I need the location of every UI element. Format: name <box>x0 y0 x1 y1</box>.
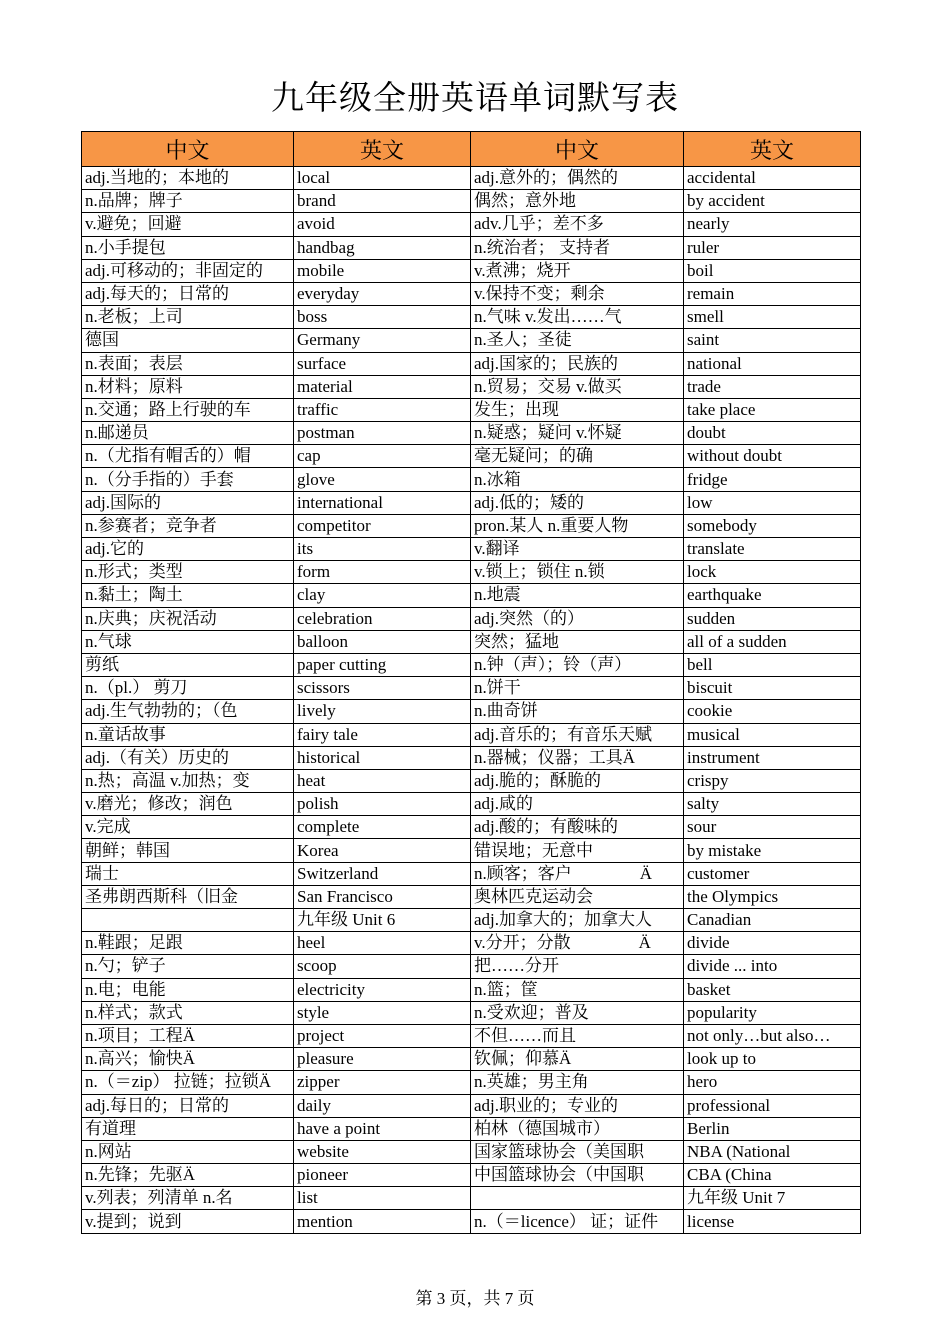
chinese-cell: 有道理 <box>82 1117 294 1140</box>
table-row <box>82 723 861 746</box>
chinese-cell: n.交通；路上行驶的车 <box>82 398 294 421</box>
english-cell: website <box>294 1140 471 1163</box>
table-row <box>82 584 861 607</box>
table-row <box>82 978 861 1001</box>
table-row <box>82 375 861 398</box>
english-cell: avoid <box>294 213 471 236</box>
english-cell: clay <box>294 584 471 607</box>
english-cell: everyday <box>294 282 471 305</box>
header-chinese-1: 中文 <box>82 132 294 167</box>
chinese-cell: n.冰箱 <box>471 468 684 491</box>
english-cell: sudden <box>684 607 861 630</box>
chinese-cell: adj.突然（的） <box>471 607 684 630</box>
english-cell: material <box>294 375 471 398</box>
chinese-cell: n.网站 <box>82 1140 294 1163</box>
english-cell: smell <box>684 306 861 329</box>
english-cell: trade <box>684 375 861 398</box>
chinese-cell: v.保持不变；剩余 <box>471 282 684 305</box>
table-row <box>82 909 861 932</box>
english-cell: mobile <box>294 259 471 282</box>
english-cell: not only…but also… <box>684 1024 861 1047</box>
english-cell: all of a sudden <box>684 630 861 653</box>
table-row <box>82 793 861 816</box>
english-cell: the Olympics <box>684 885 861 908</box>
english-cell: biscuit <box>684 677 861 700</box>
chinese-cell: n.邮递员 <box>82 422 294 445</box>
english-cell: national <box>684 352 861 375</box>
english-cell: historical <box>294 746 471 769</box>
english-cell: low <box>684 491 861 514</box>
table-row <box>82 1071 861 1094</box>
english-cell: doubt <box>684 422 861 445</box>
chinese-cell: n.疑惑；疑问 v.怀疑 <box>471 422 684 445</box>
chinese-cell: n.材料；原料 <box>82 375 294 398</box>
chinese-cell: adj.生气勃勃的；（色 <box>82 700 294 723</box>
english-cell: balloon <box>294 630 471 653</box>
chinese-cell: n.样式；款式 <box>82 1001 294 1024</box>
table-row <box>82 1117 861 1140</box>
chinese-cell: adj.国家的；民族的 <box>471 352 684 375</box>
chinese-cell: n.（分手指的）手套 <box>82 468 294 491</box>
chinese-cell: n.鞋跟；足跟 <box>82 932 294 955</box>
english-cell: glove <box>294 468 471 491</box>
table-row <box>82 700 861 723</box>
chinese-cell: n.（＝zip） 拉链；拉锁Ä <box>82 1071 294 1094</box>
chinese-cell: 突然；猛地 <box>471 630 684 653</box>
chinese-cell: 剪纸 <box>82 653 294 676</box>
english-cell: mention <box>294 1210 471 1233</box>
english-cell: scissors <box>294 677 471 700</box>
chinese-cell: v.列表；列清单 n.名 <box>82 1187 294 1210</box>
chinese-cell: 错误地；无意中 <box>471 839 684 862</box>
english-cell: divide <box>684 932 861 955</box>
english-cell: polish <box>294 793 471 816</box>
chinese-cell: adj.酸的；有酸味的 <box>471 816 684 839</box>
table-row <box>82 630 861 653</box>
chinese-cell: n.气球 <box>82 630 294 653</box>
english-cell: customer <box>684 862 861 885</box>
english-cell: brand <box>294 190 471 213</box>
table-row <box>82 1048 861 1071</box>
english-cell: accidental <box>684 167 861 190</box>
english-cell: hero <box>684 1071 861 1094</box>
chinese-cell: adj.音乐的；有音乐天赋 <box>471 723 684 746</box>
table-row <box>82 352 861 375</box>
table-row <box>82 236 861 259</box>
english-cell: 九年级 Unit 6 <box>294 909 471 932</box>
english-cell: traffic <box>294 398 471 421</box>
chinese-cell: adj.可移动的；非固定的 <box>82 259 294 282</box>
chinese-cell: n.童话故事 <box>82 723 294 746</box>
chinese-cell: 圣弗朗西斯科（旧金 <box>82 885 294 908</box>
table-row <box>82 491 861 514</box>
english-cell: fridge <box>684 468 861 491</box>
chinese-cell: n.高兴；愉快Ä <box>82 1048 294 1071</box>
chinese-cell: pron.某人 n.重要人物 <box>471 514 684 537</box>
table-row <box>82 862 861 885</box>
english-cell: international <box>294 491 471 514</box>
chinese-cell: 柏林（德国城市） <box>471 1117 684 1140</box>
chinese-cell: n.先锋；先驱Ä <box>82 1164 294 1187</box>
english-cell: boil <box>684 259 861 282</box>
english-cell: Canadian <box>684 909 861 932</box>
chinese-cell: adj.（有关）历史的 <box>82 746 294 769</box>
english-cell: take place <box>684 398 861 421</box>
chinese-cell: n.形式；类型 <box>82 561 294 584</box>
chinese-cell: 不但……而且 <box>471 1024 684 1047</box>
chinese-cell: n.（尤指有帽舌的）帽 <box>82 445 294 468</box>
chinese-cell: n.统治者； 支持者 <box>471 236 684 259</box>
table-row <box>82 1164 861 1187</box>
english-cell: Korea <box>294 839 471 862</box>
english-cell: look up to <box>684 1048 861 1071</box>
table-row <box>82 213 861 236</box>
header-chinese-2: 中文 <box>471 132 684 167</box>
chinese-cell: adj.低的；矮的 <box>471 491 684 514</box>
table-row <box>82 955 861 978</box>
english-cell: handbag <box>294 236 471 259</box>
table-row <box>82 1001 861 1024</box>
chinese-cell: n.项目；工程Ä <box>82 1024 294 1047</box>
table-row <box>82 677 861 700</box>
english-cell: complete <box>294 816 471 839</box>
table-row <box>82 932 861 955</box>
chinese-cell: v.完成 <box>82 816 294 839</box>
chinese-cell: adj.职业的；专业的 <box>471 1094 684 1117</box>
english-cell: nearly <box>684 213 861 236</box>
english-cell: 九年级 Unit 7 <box>684 1187 861 1210</box>
table-row <box>82 1210 861 1233</box>
english-cell: somebody <box>684 514 861 537</box>
chinese-cell: n.表面；表层 <box>82 352 294 375</box>
english-cell: Switzerland <box>294 862 471 885</box>
chinese-cell: 中国篮球协会（中国职 <box>471 1164 684 1187</box>
english-cell: NBA (National <box>684 1140 861 1163</box>
english-cell: saint <box>684 329 861 352</box>
english-cell: project <box>294 1024 471 1047</box>
english-cell: pleasure <box>294 1048 471 1071</box>
english-cell: lock <box>684 561 861 584</box>
table-row <box>82 769 861 792</box>
english-cell: crispy <box>684 769 861 792</box>
english-cell: local <box>294 167 471 190</box>
table-body <box>82 167 861 1234</box>
chinese-cell: n.小手提包 <box>82 236 294 259</box>
chinese-cell: v.煮沸；烧开 <box>471 259 684 282</box>
chinese-cell: v.避免；回避 <box>82 213 294 236</box>
table-row <box>82 468 861 491</box>
english-cell: translate <box>684 538 861 561</box>
page-title: 九年级全册英语单词默写表 <box>271 78 679 117</box>
table-row <box>82 538 861 561</box>
chinese-cell: 钦佩；仰慕Ä <box>471 1048 684 1071</box>
table-row <box>82 422 861 445</box>
table-row <box>82 1187 861 1210</box>
chinese-cell: v.分开；分散 Ä <box>471 932 684 955</box>
chinese-cell: n.气味 v.发出……气 <box>471 306 684 329</box>
chinese-cell: n.圣人；圣徒 <box>471 329 684 352</box>
table-row <box>82 839 861 862</box>
english-cell: electricity <box>294 978 471 1001</box>
chinese-cell: 发生；出现 <box>471 398 684 421</box>
table-row <box>82 816 861 839</box>
table-row <box>82 746 861 769</box>
table-row <box>82 514 861 537</box>
english-cell: bell <box>684 653 861 676</box>
table-row <box>82 885 861 908</box>
table-row <box>82 1140 861 1163</box>
english-cell: surface <box>294 352 471 375</box>
english-cell: competitor <box>294 514 471 537</box>
english-cell: list <box>294 1187 471 1210</box>
table-row <box>82 167 861 190</box>
english-cell: popularity <box>684 1001 861 1024</box>
chinese-cell: v.磨光；修改；润色 <box>82 793 294 816</box>
table-row <box>82 398 861 421</box>
header-english-2: 英文 <box>684 132 861 167</box>
table-row <box>82 329 861 352</box>
english-cell: by accident <box>684 190 861 213</box>
table-row <box>82 561 861 584</box>
table-row <box>82 445 861 468</box>
chinese-cell: v.锁上；锁住 n.锁 <box>471 561 684 584</box>
chinese-cell: n.英雄；男主角 <box>471 1071 684 1094</box>
chinese-cell: n.饼干 <box>471 677 684 700</box>
chinese-cell: adj.当地的；本地的 <box>82 167 294 190</box>
chinese-cell: adv.几乎；差不多 <box>471 213 684 236</box>
chinese-cell: 朝鲜；韩国 <box>82 839 294 862</box>
table-row <box>82 259 861 282</box>
chinese-cell: adj.它的 <box>82 538 294 561</box>
table-row <box>82 306 861 329</box>
english-cell: cookie <box>684 700 861 723</box>
chinese-cell: n.黏土；陶土 <box>82 584 294 607</box>
english-cell: basket <box>684 978 861 1001</box>
table-row <box>82 607 861 630</box>
english-cell: Berlin <box>684 1117 861 1140</box>
english-cell: sour <box>684 816 861 839</box>
chinese-cell: n.贸易；交易 v.做买 <box>471 375 684 398</box>
english-cell: lively <box>294 700 471 723</box>
english-cell: CBA (China <box>684 1164 861 1187</box>
chinese-cell: n.热；高温 v.加热；变 <box>82 769 294 792</box>
chinese-cell <box>471 1187 684 1210</box>
chinese-cell: adj.咸的 <box>471 793 684 816</box>
page-footer: 第 3 页，共 7 页 <box>415 1289 535 1308</box>
chinese-cell: n.篮；筐 <box>471 978 684 1001</box>
english-cell: without doubt <box>684 445 861 468</box>
english-cell: earthquake <box>684 584 861 607</box>
english-cell: pioneer <box>294 1164 471 1187</box>
english-cell: daily <box>294 1094 471 1117</box>
english-cell: professional <box>684 1094 861 1117</box>
chinese-cell: n.（pl.） 剪刀 <box>82 677 294 700</box>
chinese-cell: 把……分开 <box>471 955 684 978</box>
chinese-cell: n.电；电能 <box>82 978 294 1001</box>
vocabulary-table <box>81 131 861 1234</box>
english-cell: ruler <box>684 236 861 259</box>
english-cell: cap <box>294 445 471 468</box>
chinese-cell: n.地震 <box>471 584 684 607</box>
chinese-cell: n.品牌；牌子 <box>82 190 294 213</box>
english-cell: instrument <box>684 746 861 769</box>
english-cell: scoop <box>294 955 471 978</box>
chinese-cell: n.勺；铲子 <box>82 955 294 978</box>
english-cell: style <box>294 1001 471 1024</box>
chinese-cell <box>82 909 294 932</box>
chinese-cell: n.参赛者；竞争者 <box>82 514 294 537</box>
english-cell: have a point <box>294 1117 471 1140</box>
chinese-cell: n.钟（声）；铃（声） <box>471 653 684 676</box>
chinese-cell: n.曲奇饼 <box>471 700 684 723</box>
english-cell: salty <box>684 793 861 816</box>
english-cell: musical <box>684 723 861 746</box>
english-cell: its <box>294 538 471 561</box>
table-row <box>82 190 861 213</box>
english-cell: divide ... into <box>684 955 861 978</box>
table-header-row <box>82 132 861 167</box>
chinese-cell: v.翻译 <box>471 538 684 561</box>
chinese-cell: n.（＝licence） 证；证件 <box>471 1210 684 1233</box>
chinese-cell: adj.每天的；日常的 <box>82 282 294 305</box>
english-cell: by mistake <box>684 839 861 862</box>
table-row <box>82 1024 861 1047</box>
chinese-cell: adj.每日的；日常的 <box>82 1094 294 1117</box>
english-cell: San Francisco <box>294 885 471 908</box>
english-cell: heel <box>294 932 471 955</box>
chinese-cell: n.受欢迎；普及 <box>471 1001 684 1024</box>
english-cell: license <box>684 1210 861 1233</box>
chinese-cell: n.器械；仪器；工具Ä <box>471 746 684 769</box>
chinese-cell: 偶然；意外地 <box>471 190 684 213</box>
english-cell: form <box>294 561 471 584</box>
english-cell: boss <box>294 306 471 329</box>
english-cell: remain <box>684 282 861 305</box>
table-row <box>82 1094 861 1117</box>
chinese-cell: adj.国际的 <box>82 491 294 514</box>
chinese-cell: v.提到；说到 <box>82 1210 294 1233</box>
table-row <box>82 282 861 305</box>
chinese-cell: n.老板；上司 <box>82 306 294 329</box>
chinese-cell: 毫无疑问；的确 <box>471 445 684 468</box>
english-cell: postman <box>294 422 471 445</box>
table-row <box>82 653 861 676</box>
english-cell: fairy tale <box>294 723 471 746</box>
english-cell: zipper <box>294 1071 471 1094</box>
chinese-cell: n.庆典；庆祝活动 <box>82 607 294 630</box>
chinese-cell: 国家篮球协会（美国职 <box>471 1140 684 1163</box>
chinese-cell: adj.加拿大的；加拿大人 <box>471 909 684 932</box>
chinese-cell: adj.脆的；酥脆的 <box>471 769 684 792</box>
english-cell: celebration <box>294 607 471 630</box>
english-cell: paper cutting <box>294 653 471 676</box>
chinese-cell: 德国 <box>82 329 294 352</box>
header-english-1: 英文 <box>294 132 471 167</box>
english-cell: heat <box>294 769 471 792</box>
chinese-cell: 奥林匹克运动会 <box>471 885 684 908</box>
chinese-cell: adj.意外的；偶然的 <box>471 167 684 190</box>
chinese-cell: 瑞士 <box>82 862 294 885</box>
chinese-cell: n.顾客；客户 Ä <box>471 862 684 885</box>
english-cell: Germany <box>294 329 471 352</box>
